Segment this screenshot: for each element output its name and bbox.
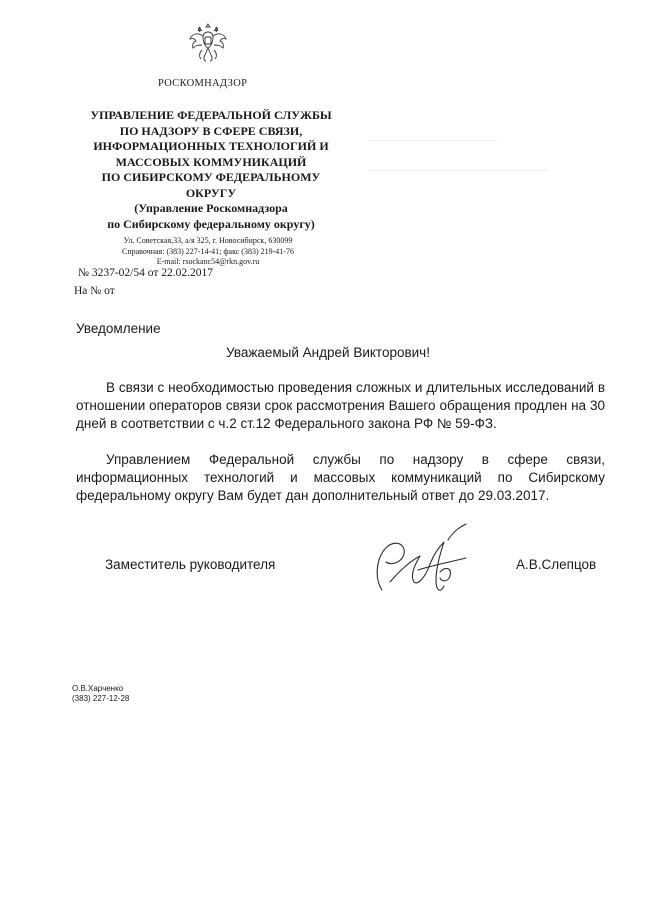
executor-phone: (383) 227-12-28 (72, 694, 130, 703)
agency-name: РОСКОМНАДЗОР (158, 78, 248, 89)
department-line: ПО НАДЗОРУ В СФЕРЕ СВЯЗИ, (119, 123, 303, 138)
signer-title: Заместитель руководителя (105, 557, 276, 572)
department-header (66, 108, 356, 232)
department-line: ИНФОРМАЦИОННЫХ ТЕХНОЛОГИЙ И (93, 139, 329, 153)
department-line: МАССОВЫХ КОММУНИКАЦИЙ (115, 154, 307, 169)
department-line: ПО СИБИРСКОМУ ФЕДЕРАЛЬНОМУ (101, 170, 321, 184)
executor-block (72, 684, 129, 704)
contact-address: Ул. Советская,33, а/я 325, г. Новосибирск, 630099 (123, 236, 293, 245)
faint-address-line (368, 140, 498, 141)
department-short-name: (Управление Роскомнадзора (134, 201, 288, 215)
incoming-reference: На № от (74, 285, 115, 297)
contact-phone: Справочная: (383) 227-14-41; факс (383) 219-41-76 (122, 246, 294, 256)
outgoing-reference: № 3237-02/54 от 22.02.2017 (78, 267, 213, 279)
body-paragraph: Управлением Федеральной службы по надзору в сфере связи, информационных технологий и массовых коммуникаций по Сибирскому федеральному округу Вам будет дан дополнительный ответ до 29.03.2017. (76, 452, 605, 503)
handwritten-signature (370, 520, 480, 600)
body-paragraph: В связи с необходимостью проведения сложных и длительных исследований в отношении операторов связи срок рассмотрения Вашего обращения продлен на 30 дней в соответствии с ч.2 ст.12 Федерального закона РФ № 59-ФЗ. (76, 380, 605, 431)
salutation: Уважаемый Андрей Викторович! (226, 345, 430, 360)
faint-address-line (368, 170, 548, 171)
coat-of-arms-icon (187, 20, 229, 70)
contact-email: E-mail: rsockanc54@rkn.gov.ru (156, 257, 260, 266)
signer-name: А.В.Слепцов (516, 557, 597, 572)
department-short-name: по Сибирскому федеральному округу) (107, 216, 315, 231)
department-line: УПРАВЛЕНИЕ ФЕДЕРАЛЬНОЙ СЛУЖБЫ (90, 108, 332, 122)
contact-block (108, 236, 308, 268)
department-line: ОКРУГУ (185, 185, 237, 200)
executor-name: О.В.Харченко (72, 684, 124, 693)
document-type: Уведомление (76, 321, 161, 336)
